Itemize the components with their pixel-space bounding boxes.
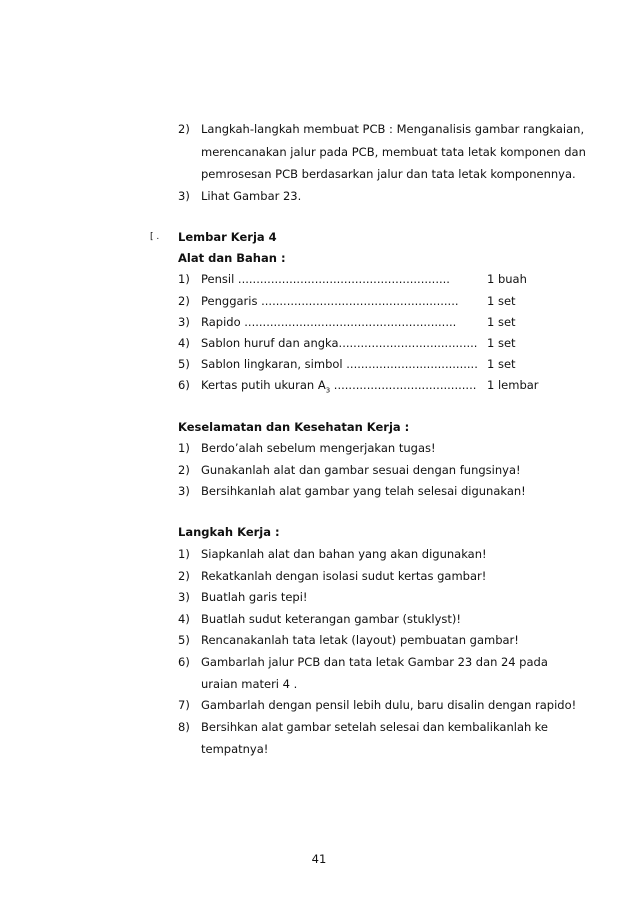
list-number: 3) [178, 315, 190, 329]
list-text: tempatnya! [201, 742, 269, 756]
steps-heading: Langkah Kerja : [178, 525, 280, 539]
list-number: 3) [178, 484, 190, 498]
justified-word: gambar [286, 720, 332, 734]
list-text: Rekatkanlah dengan isolasi sudut kertas gambar! [201, 569, 487, 583]
list-text: uraian materi 4 . [201, 677, 298, 691]
list-number: 7) [178, 698, 190, 712]
list-number: 8) [178, 720, 190, 734]
material-name: Sablon lingkaran, simbol .................................... [201, 357, 478, 371]
material-name-dots: ....................................... [330, 378, 477, 392]
material-quantity: 1 set [487, 357, 516, 371]
list-text: Bersihkanlah alat gambar yang telah selesai digunakan! [201, 484, 526, 498]
list-text: merencanakan jalur pada PCB, membuat tata letak komponen dan [201, 145, 586, 159]
list-number: 4) [178, 336, 190, 350]
paper-size-subscript: 3 [325, 386, 331, 395]
list-text: Langkah-langkah membuat PCB : Menganalisis gambar rangkaian, [201, 122, 585, 136]
list-number: 2) [178, 463, 190, 477]
margin-marker: [ . [150, 232, 160, 242]
list-text: Berdo’alah sebelum mengerjakan tugas! [201, 441, 436, 455]
list-number: 2) [178, 294, 190, 308]
justified-word: 24 [500, 655, 516, 669]
list-number: 3) [178, 189, 190, 203]
list-number: 6) [178, 655, 190, 669]
justified-word: alat [261, 720, 284, 734]
list-number: 4) [178, 612, 190, 626]
list-text: Gunakanlah alat dan gambar sesuai dengan fungsinya! [201, 463, 521, 477]
justified-word: ke [534, 720, 548, 734]
justified-word: selesai [379, 720, 420, 734]
justified-word: 23 [457, 655, 473, 669]
safety-heading: Keselamatan dan Kesehatan Kerja : [178, 420, 410, 434]
list-number: 1) [178, 272, 190, 286]
justified-word: setelah [334, 720, 377, 734]
list-text: Rencanakanlah tata letak (layout) pembuatan gambar! [201, 633, 519, 647]
justified-word: dan [422, 720, 445, 734]
list-number: 1) [178, 441, 190, 455]
material-name: Rapido .......................................................... [201, 315, 457, 329]
material-name: Sablon huruf dan angka...................................... [201, 336, 478, 350]
list-text: Buatlah garis tepi! [201, 590, 308, 604]
material-name: Pensil .......................................................... [201, 272, 450, 286]
list-text: Gambarlah dengan pensil lebih dulu, baru disalin dengan rapido! [201, 698, 577, 712]
list-number: 5) [178, 357, 190, 371]
list-number: 2) [178, 122, 190, 136]
material-name [201, 378, 476, 394]
material-quantity: 1 set [487, 315, 516, 329]
list-number: 6) [178, 378, 190, 392]
list-number: 1) [178, 547, 190, 561]
justified-word: PCB [297, 655, 321, 669]
page-number: 41 [311, 852, 327, 866]
justified-word: dan [475, 655, 498, 669]
justified-word: dan [323, 655, 346, 669]
justified-word: pada [519, 655, 548, 669]
material-quantity: 1 buah [487, 272, 527, 286]
list-text: Siapkanlah alat dan bahan yang akan digunakan! [201, 547, 487, 561]
justified-word: letak [375, 655, 405, 669]
list-number: 3) [178, 590, 190, 604]
justified-word: jalur [268, 655, 294, 669]
justified-line [201, 655, 548, 669]
material-quantity: 1 lembar [487, 378, 539, 392]
justified-word: Bersihkan [201, 720, 258, 734]
material-quantity: 1 set [487, 294, 516, 308]
list-text: Buatlah sudut keterangan gambar (stuklyst)! [201, 612, 462, 626]
list-text: pemrosesan PCB berdasarkan jalur dan tata letak komponennya. [201, 167, 576, 181]
worksheet-title: Lembar Kerja 4 [178, 230, 277, 244]
material-name: Penggaris ...................................................... [201, 294, 459, 308]
justified-word: Gambar [407, 655, 454, 669]
materials-heading: Alat dan Bahan : [178, 251, 286, 265]
list-number: 5) [178, 633, 190, 647]
list-text: Lihat Gambar 23. [201, 189, 302, 203]
justified-word: tata [349, 655, 373, 669]
material-quantity: 1 set [487, 336, 516, 350]
justified-word: kembalikanlah [447, 720, 532, 734]
material-name-main: Kertas putih ukuran A [201, 378, 326, 392]
list-number: 2) [178, 569, 190, 583]
justified-word: Gambarlah [201, 655, 265, 669]
justified-line [201, 720, 548, 734]
